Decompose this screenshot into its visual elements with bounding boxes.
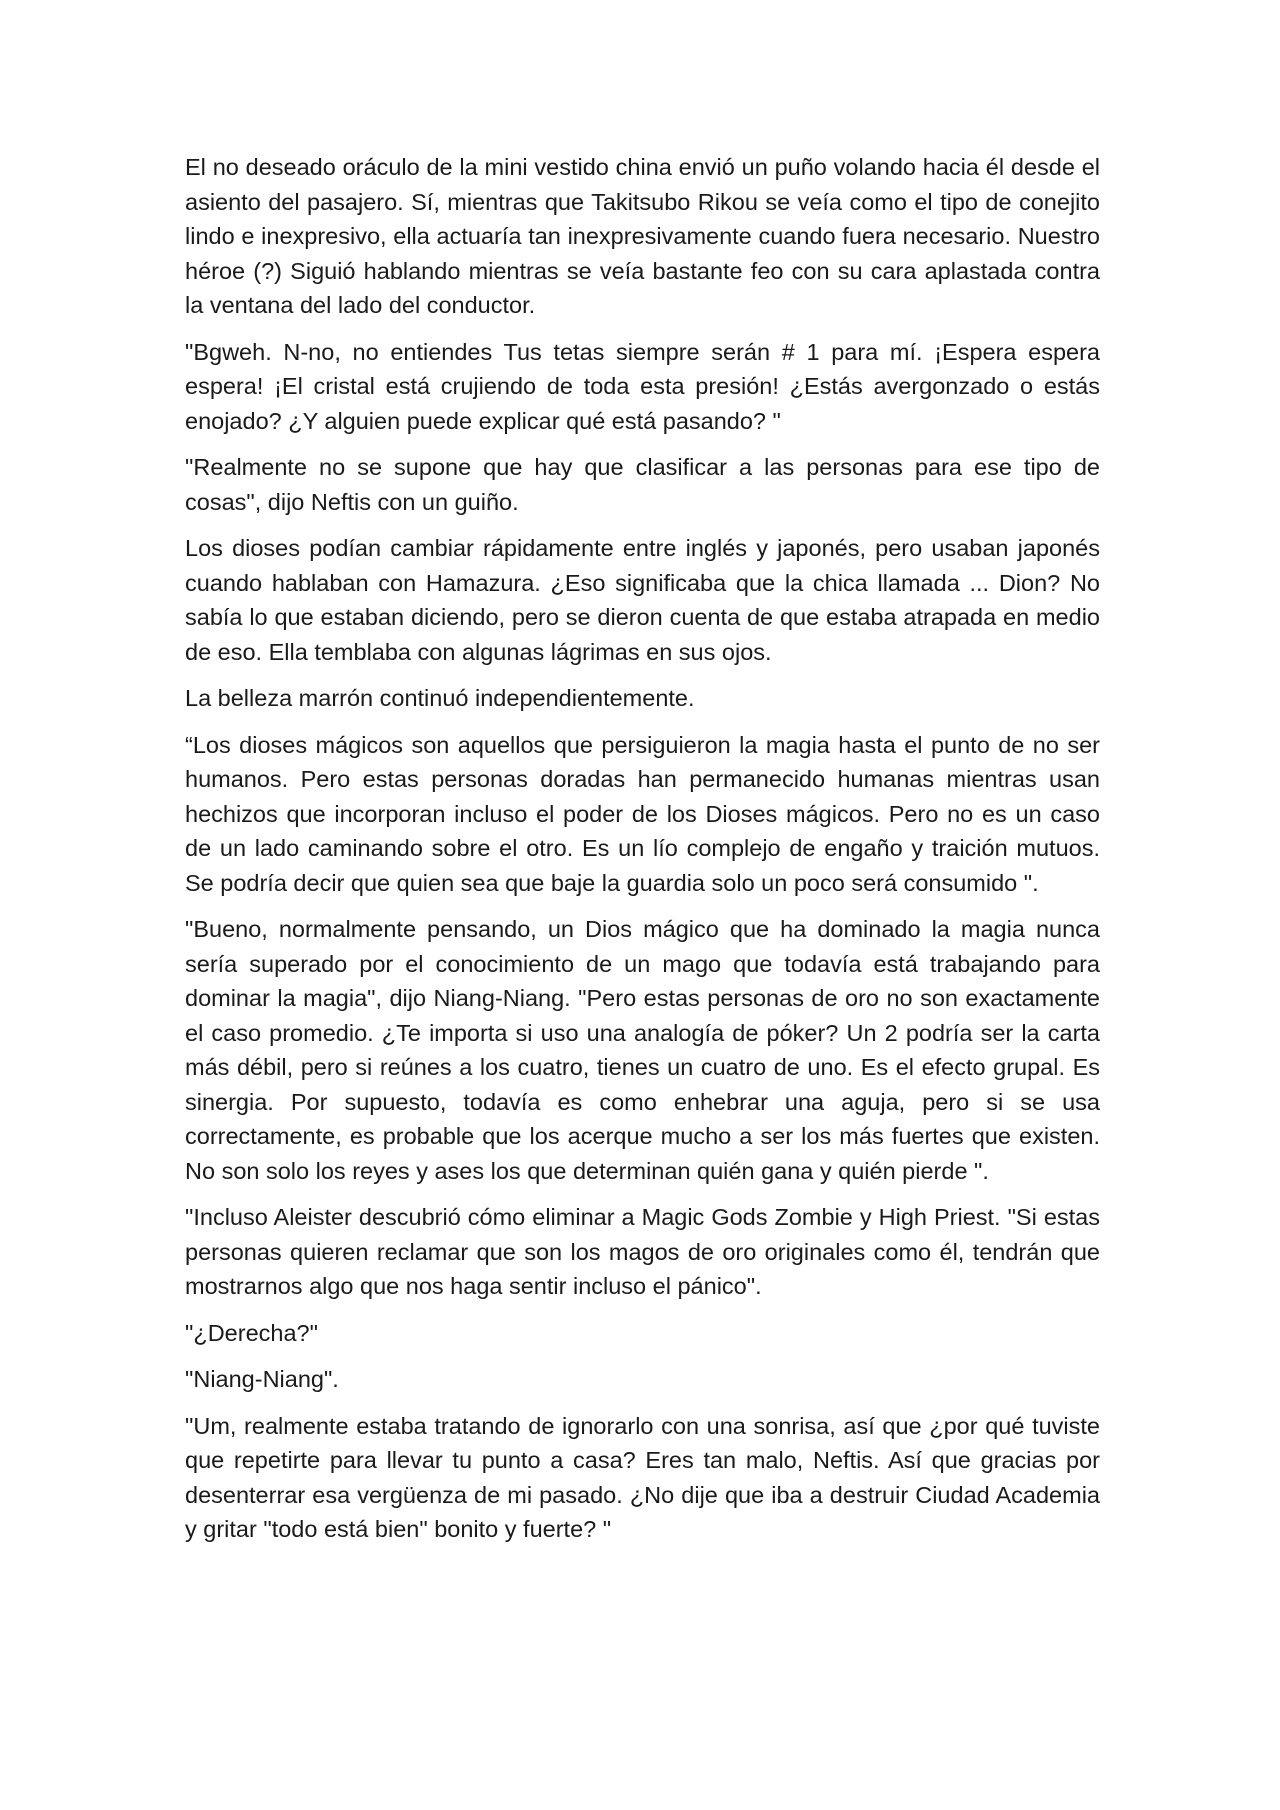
paragraph-3: "Realmente no se supone que hay que clasificar a las personas para ese tipo de cosas", dijo Neftis con un guiño. <box>185 454 1100 515</box>
paragraph-4: Los dioses podían cambiar rápidamente entre inglés y japonés, pero usaban japonés cuando hablaban con Hamazura. ¿Eso significaba que la chica llamada ... Dion? No sabía lo que estaban diciendo, pero se dieron cuenta de que estaba atrapada en medio de eso. Ella temblaba con algunas lágrimas en sus ojos. <box>185 535 1100 665</box>
document-page <box>185 150 1100 1559</box>
paragraph-9: "¿Derecha?" <box>185 1319 318 1346</box>
paragraph-10: "Niang-Niang". <box>185 1366 339 1392</box>
paragraph-2: "Bgweh. N-no, no entiendes Tus tetas siempre serán # 1 para mí. ¡Espera espera espera! ¡El cristal está crujiendo de toda esta presión! ¿Estás avergonzado o estás enojado? ¿Y alguien puede explicar qué está pasando? " <box>185 338 1100 434</box>
paragraph-11: "Um, realmente estaba tratando de ignorarlo con una sonrisa, así que ¿por qué tuviste que repetirte para llevar tu punto a casa? Eres tan malo, Neftis. Así que gracias por desenterrar esa vergüenza de mi pasado. ¿No dije que iba a destruir Ciudad Academia y gritar "todo está bien" bonito y fuerte? " <box>185 1412 1100 1542</box>
paragraph-8: "Incluso Aleister descubrió cómo eliminar a Magic Gods Zombie y High Priest. "Si estas personas quieren reclamar que son los magos de oro originales como él, tendrán que mostrarnos algo que nos haga sentir incluso el pánico". <box>185 1204 1100 1299</box>
paragraph-5: La belleza marrón continuó independientemente. <box>185 685 695 711</box>
paragraph-6: “Los dioses mágicos son aquellos que persiguieron la magia hasta el punto de no ser humanos. Pero estas personas doradas han permanecido humanas mientras usan hechizos que incorporan incluso el poder de los Dioses mágicos. Pero no es un caso de un lado caminando sobre el otro. Es un lío complejo de engaño y traición mutuos. Se podría decir que quien sea que baje la guardia solo un poco será consumido ". <box>185 731 1100 896</box>
paragraph-7: "Bueno, normalmente pensando, un Dios mágico que ha dominado la magia nunca sería superado por el conocimiento de un mago que todavía está trabajando para dominar la magia", dijo Niang-Niang. "Pero estas personas de oro no son exactamente el caso promedio. ¿Te importa si uso una analogía de póker? Un 2 podría ser la carta más débil, pero si reúnes a los cuatro, tienes un cuatro de uno. Es el efecto grupal. Es sinergia. Por supuesto, todavía es como enhebrar una aguja, pero si se usa correctamente, es probable que los acerque mucho a ser los más fuertes que existen. No son solo los reyes y ases los que determinan quién gana y quién pierde ". <box>185 916 1100 1184</box>
paragraph-1: El no deseado oráculo de la mini vestido china envió un puño volando hacia él desde el asiento del pasajero. Sí, mientras que Takitsubo Rikou se veía como el tipo de conejito lindo e inexpresivo, ella actuaría tan inexpresivamente cuando fuera necesario. Nuestro héroe (?) Siguió hablando mientras se veía bastante feo con su cara aplastada contra la ventana del lado del conductor. <box>185 154 1100 318</box>
